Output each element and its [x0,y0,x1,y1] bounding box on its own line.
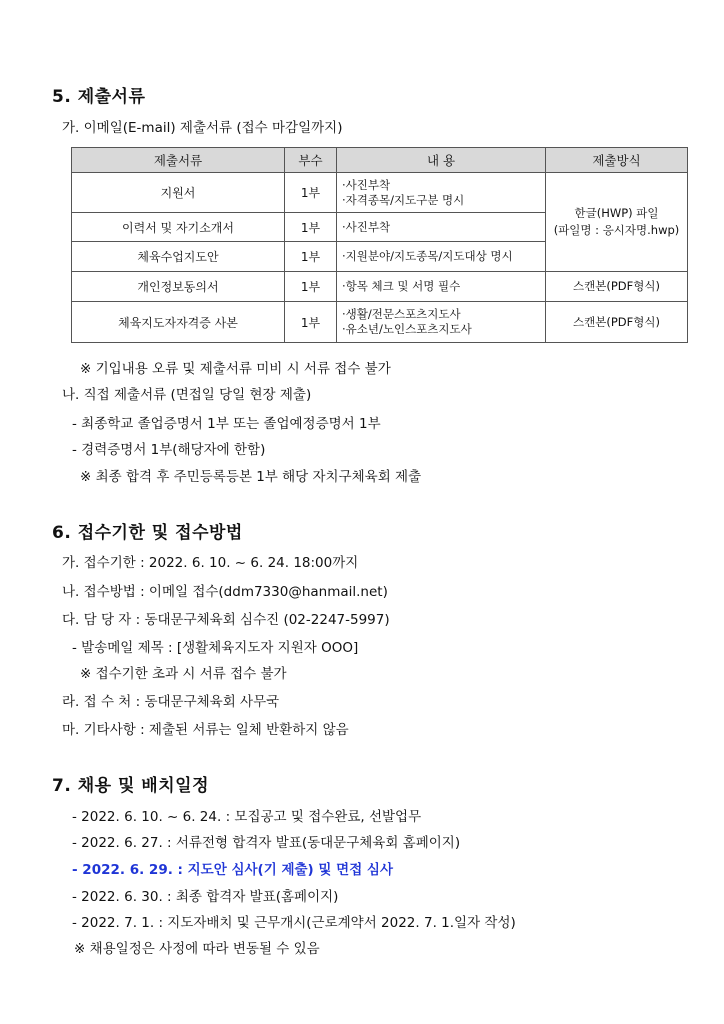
cell-method-merged [546,173,688,272]
cell-copies: 1부 [285,302,337,343]
content-line: ·자격종목/지도구분 명시 [342,192,465,207]
header-method: 제출방식 [546,148,688,173]
cell-copies: 1부 [285,272,337,302]
table-row [72,173,688,213]
schedule-item: - 2022. 6. 30. : 최종 합격자 발표(홈페이지) [72,889,339,905]
cell-copies: 1부 [285,213,337,242]
method-line: (파일명 : 응시자명.hwp) [553,223,680,237]
note-submission-error: ※ 기입내용 오류 및 제출서류 미비 시 서류 접수 불가 [80,361,391,377]
content-line: ·사진부착 [342,177,391,192]
schedule-item: - 2022. 6. 10. ~ 6. 24. : 모집공고 및 접수완료, 선발업무 [72,809,422,825]
schedule-item: - 2022. 6. 27. : 서류전형 합격자 발표(동대문구체육회 홈페이지) [72,835,461,851]
cell-copies: 1부 [285,242,337,272]
cell-content [337,173,546,213]
schedule-item-highlighted: - 2022. 6. 29. : 지도안 심사(기 제출) 및 면접 심사 [72,862,394,878]
direct-submission-heading: 나. 직접 제출서류 (면접일 당일 현장 제출) [62,387,312,403]
note-deadline: ※ 접수기한 초과 시 서류 접수 불가 [80,666,287,682]
cell-content [337,213,546,242]
cell-document: 체육지도자자격증 사본 [72,302,285,343]
header-copies: 부수 [285,148,337,173]
cell-content [337,242,546,272]
cell-document: 이력서 및 자기소개서 [72,213,285,242]
cell-document: 체육수업지도안 [72,242,285,272]
content-line: ·항목 체크 및 서명 필수 [342,279,461,293]
direct-item: - 경력증명서 1부(해당자에 한함) [72,442,266,458]
content-line: ·유소년/노인스포츠지도사 [342,322,472,336]
office-item: 라. 접 수 처 : 동대문구체육회 사무국 [62,694,280,710]
section-6-title: 6. 접수기한 및 접수방법 [52,523,243,543]
section-7-title: 7. 채용 및 배치일정 [52,776,209,796]
deadline-item: 가. 접수기한 : 2022. 6. 10. ~ 6. 24. 18:00까지 [62,555,359,571]
method-item: 나. 접수방법 : 이메일 접수(ddm7330@hanmail.net) [62,584,388,600]
submission-documents-table [71,147,688,343]
section-5-title: 5. 제출서류 [52,87,146,107]
header-content: 내 용 [337,148,546,173]
header-document: 제출서류 [72,148,285,173]
direct-item: - 최종학교 졸업증명서 1부 또는 졸업예정증명서 1부 [72,416,381,432]
method-line: 한글(HWP) 파일 [574,206,659,220]
cell-document: 개인정보동의서 [72,272,285,302]
table-row [72,272,688,302]
cell-document: 지원서 [72,173,285,213]
email-subject-item: - 발송메일 제목 : [생활체육지도자 지원자 OOO] [72,640,359,656]
cell-method: 스캔본(PDF형식) [546,302,688,343]
cell-copies: 1부 [285,173,337,213]
cell-content [337,272,546,302]
contact-item: 다. 담 당 자 : 동대문구체육회 심수진 (02-2247-5997) [62,612,390,628]
other-item: 마. 기타사항 : 제출된 서류는 일체 반환하지 않음 [62,722,349,738]
email-submission-heading: 가. 이메일(E-mail) 제출서류 (접수 마감일까지) [62,120,343,136]
table-header-row [72,148,688,173]
table-row [72,302,688,343]
content-line: ·지원분야/지도종목/지도대상 명시 [342,249,513,263]
schedule-item: - 2022. 7. 1. : 지도자배치 및 근무개시(근로계약서 2022. 7. 1.일자 작성) [72,915,516,931]
content-line: ·사진부착 [342,219,391,234]
content-line: ·생활/전문스포츠지도사 [342,307,461,321]
cell-content [337,302,546,343]
note-schedule-change: ※ 채용일정은 사정에 따라 변동될 수 있음 [74,941,320,957]
cell-method: 스캔본(PDF형식) [546,272,688,302]
note-final-document: ※ 최종 합격 후 주민등록등본 1부 해당 자치구체육회 제출 [80,469,422,485]
